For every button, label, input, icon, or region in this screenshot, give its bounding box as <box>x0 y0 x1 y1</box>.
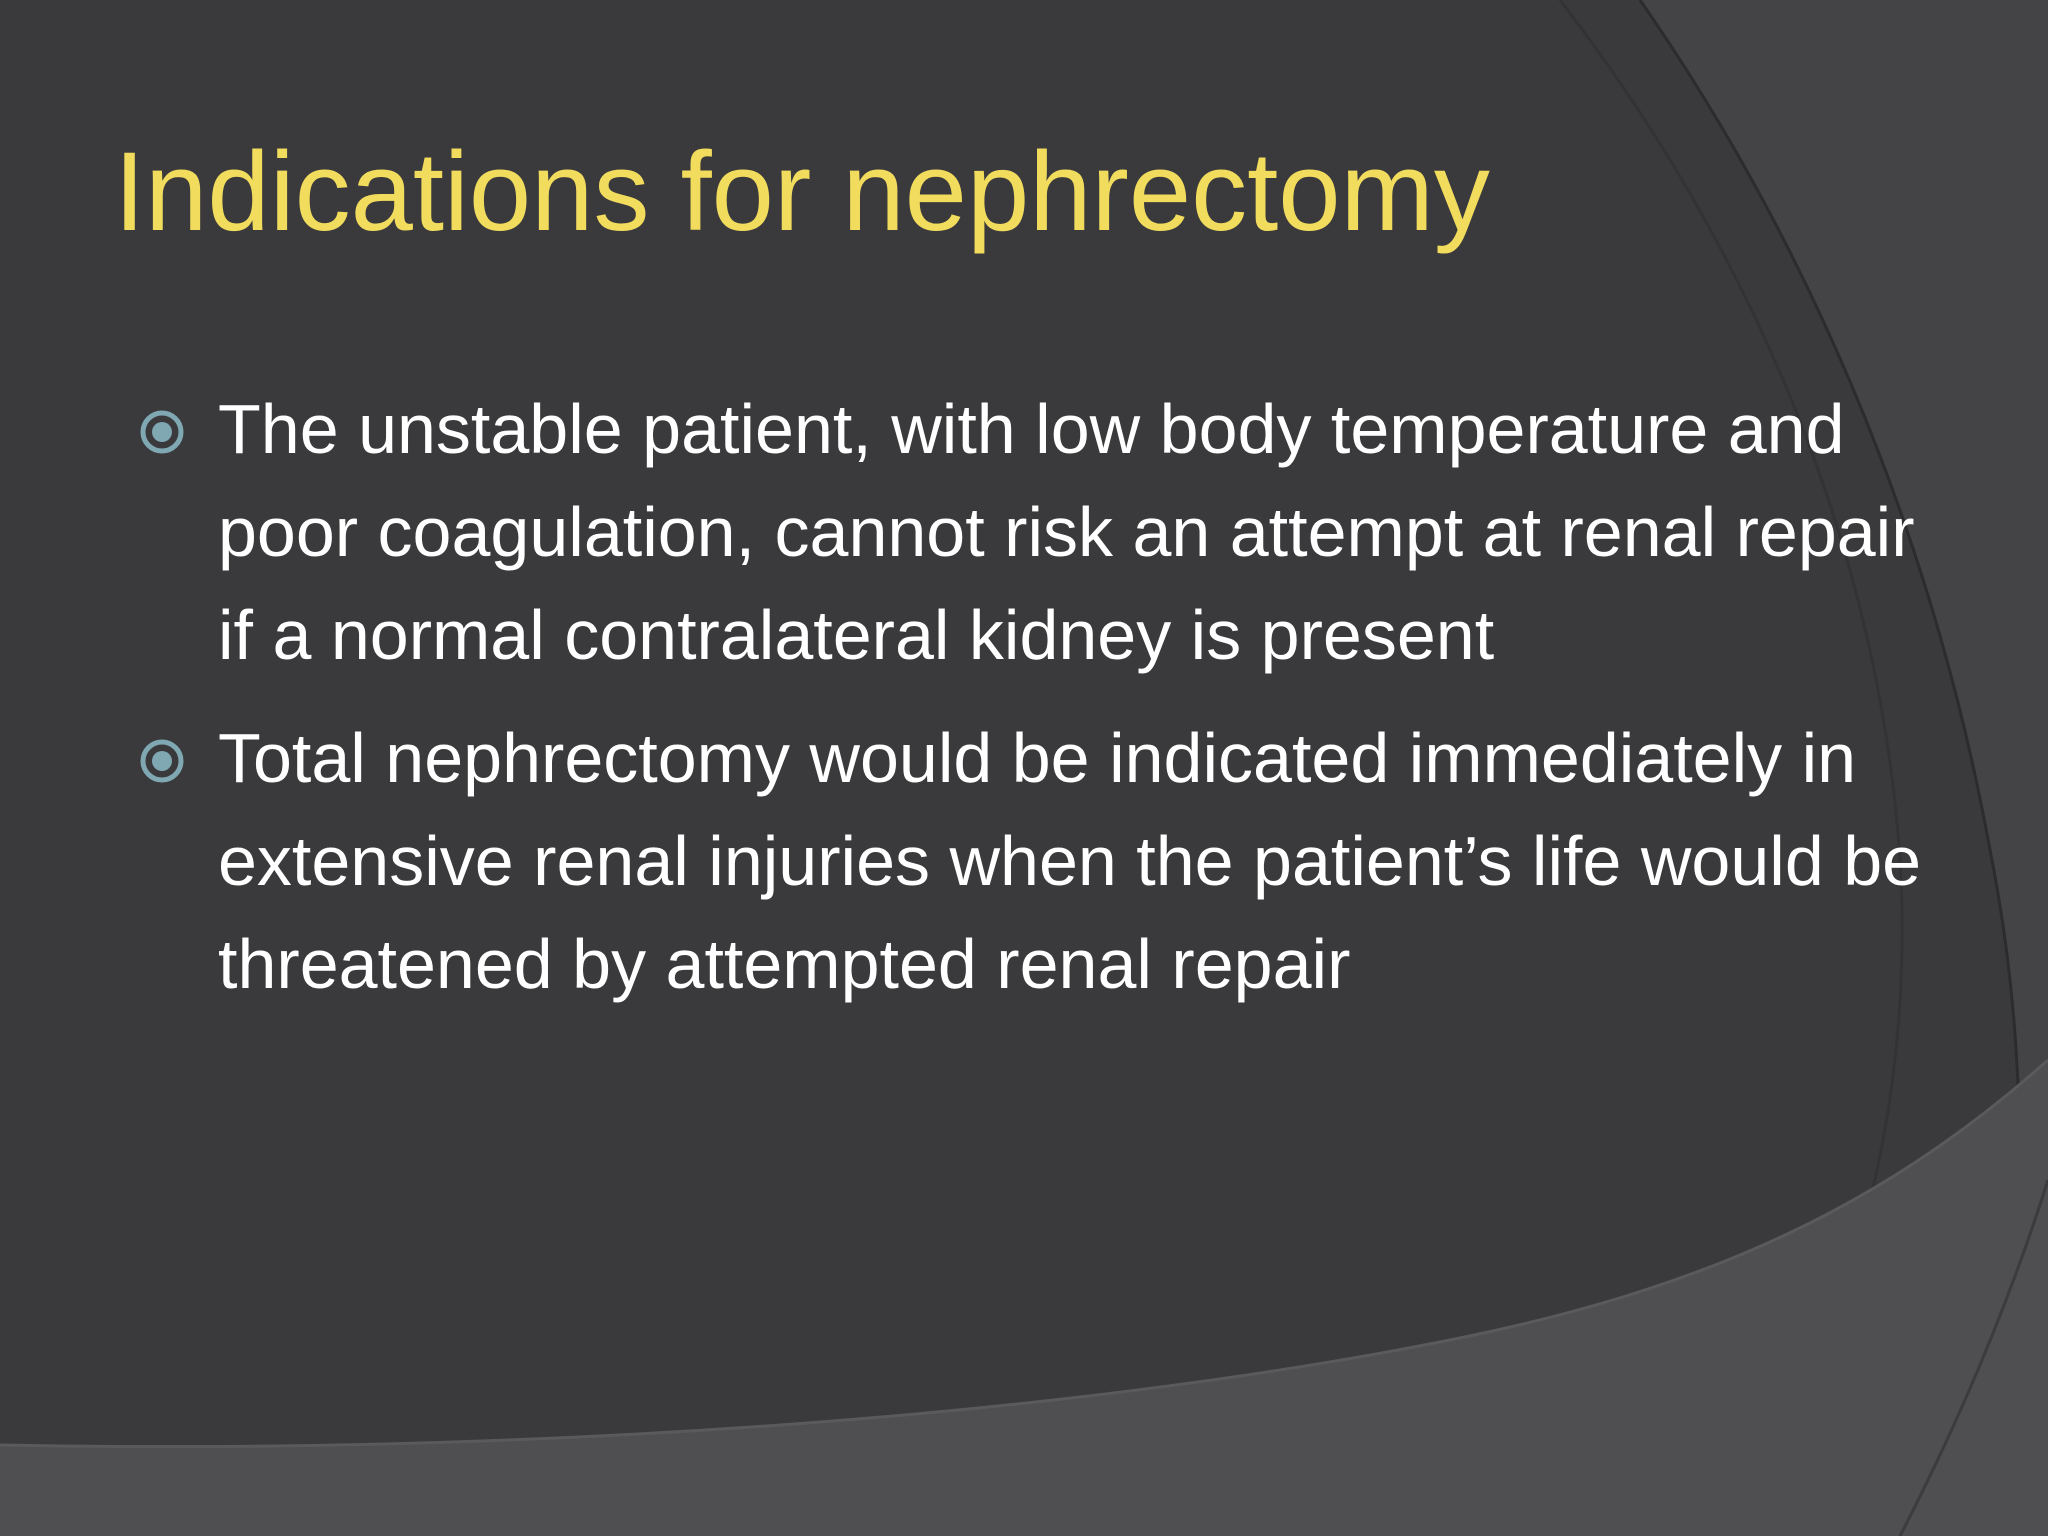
bullet-text: Total nephrectomy would be indicated immediately in extensive renal injuries when the patient’s life would be threatened by attempted renal repair <box>218 719 1922 1003</box>
circle-dot-icon <box>138 737 186 785</box>
bullet-item <box>0 707 1960 1016</box>
bullet-text: The unstable patient, with low body temperature and poor coagulation, cannot risk an attempt at renal repair if a normal contralateral kidney is present <box>218 390 1915 674</box>
slide-title: Indications for nephrectomy <box>114 129 1490 254</box>
circle-dot-icon <box>138 408 186 456</box>
bullet-list <box>0 378 1960 1036</box>
bullet-item <box>0 378 1960 687</box>
